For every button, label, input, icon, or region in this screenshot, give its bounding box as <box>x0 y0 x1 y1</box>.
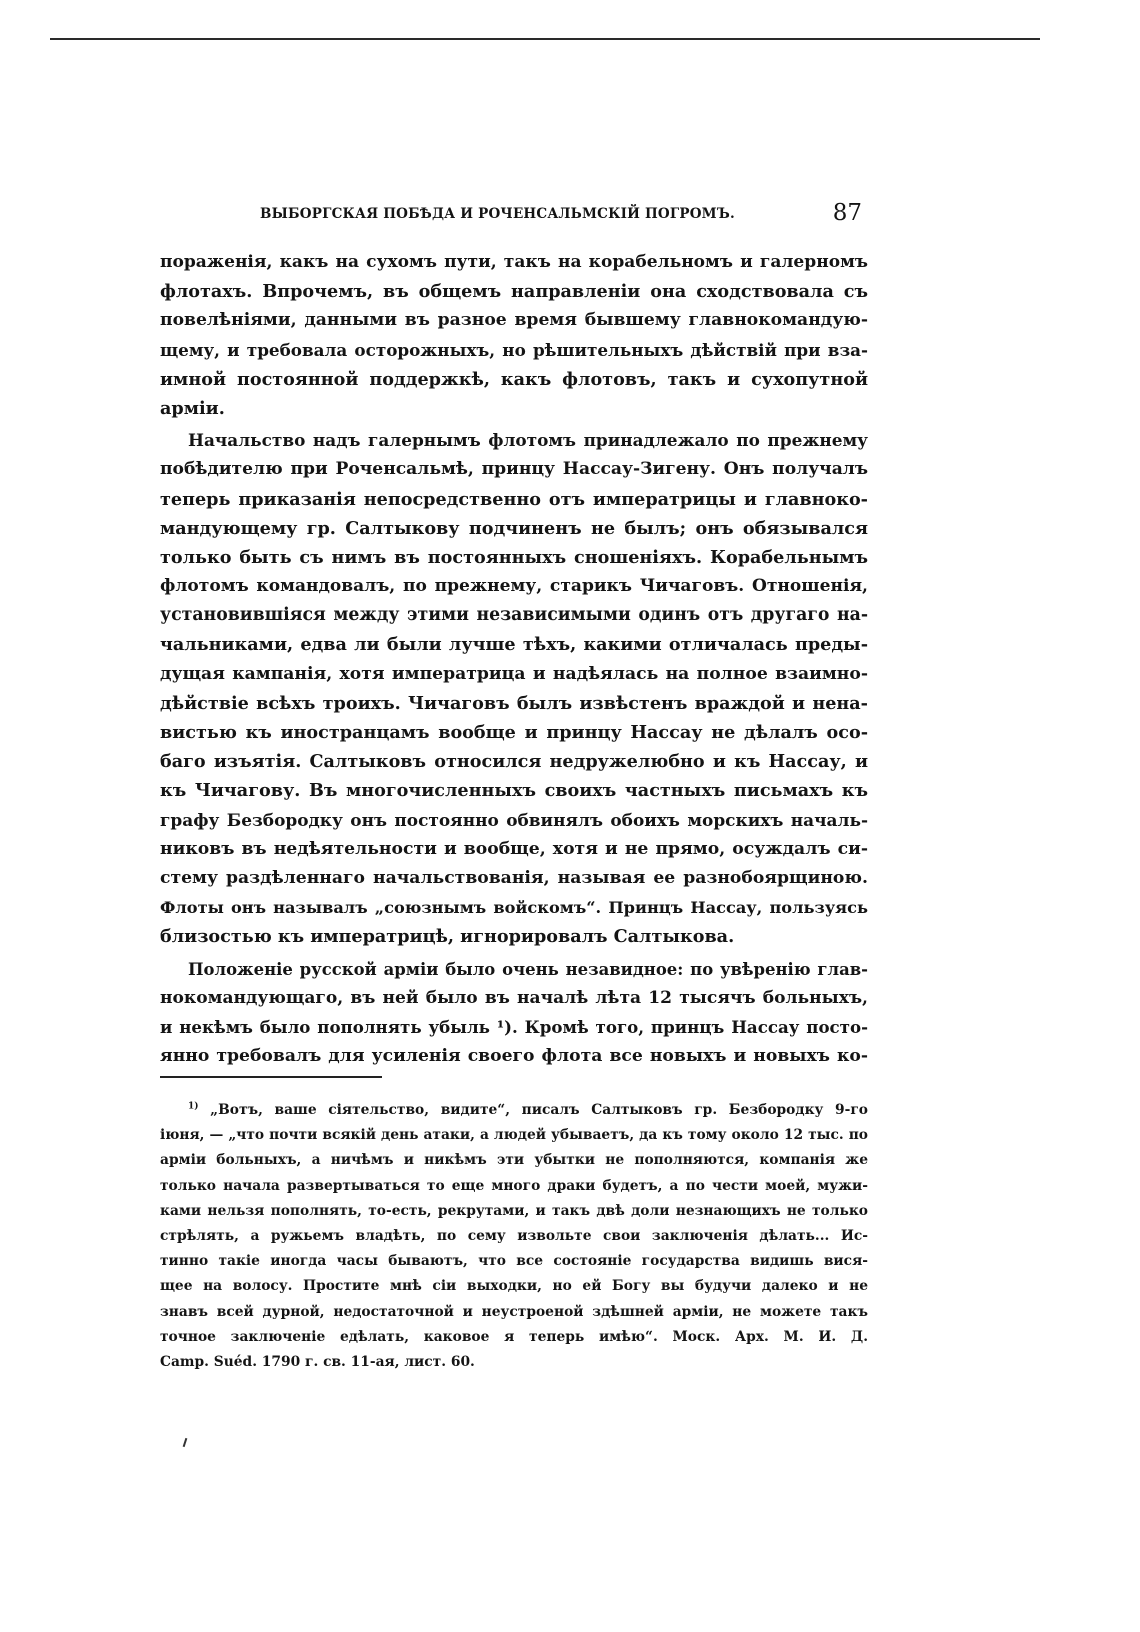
footnote <box>160 1098 868 1375</box>
footnote-line: щее на волосу. Простите мнѣ сіи выходки, но ей Богу вы будучи далеко и не <box>160 1278 868 1295</box>
text-line: нокомандующаго, въ ней было въ началѣ лѣта 12 тысячъ больныхъ, <box>160 987 868 1008</box>
footnote-line: арміи больныхъ, а ничѣмъ и никѣмъ эти убытки не пополняются, компанія же <box>160 1152 868 1169</box>
text-line: чальниками, едва ли были лучше тѣхъ, какими отличалась преды- <box>160 634 868 656</box>
text-line: Начальство надъ галернымъ флотомъ принадлежало по прежнему <box>188 430 868 451</box>
page-number: 87 <box>832 200 862 226</box>
footnote-line: тинно такіе иногда часы бываютъ, что все состояніе государства видишь вися- <box>160 1253 868 1270</box>
footnote-rule <box>160 1076 382 1078</box>
text-line: Положеніе русской арміи было очень незавидное: по увѣренію глав- <box>188 959 868 979</box>
text-line: повелѣніями, данными въ разное время бывшему главнокомандую- <box>160 310 868 331</box>
text-line: пораженія, какъ на сухомъ пути, такъ на корабельномъ и галерномъ <box>160 252 868 272</box>
main-text <box>160 248 868 1071</box>
text-line: щему, и требовала осторожныхъ, но рѣшительныхъ дѣйствій при вза- <box>160 339 868 360</box>
footnote-line: знавъ всей дурной, недостаточной и неустроеной здѣшней арміи, не можете такъ <box>160 1303 868 1320</box>
text-line: близостью къ императрицѣ, игнорировалъ Салтыкова. <box>160 926 735 948</box>
text-line: баго изъятія. Салтыковъ относился недружелюбно и къ Нассау, и <box>160 751 868 773</box>
text-line: теперь приказанія непосредственно отъ императрицы и главноко- <box>160 488 868 510</box>
footnote-line: только начала развертываться то еще много драки будетъ, а по чести моей, мужи- <box>160 1177 868 1194</box>
footnote-line: стрѣлять, а ружьемъ владѣть, по сему извольте свои заключенія дѣлать... Ис- <box>160 1227 868 1244</box>
footnote-line: точное заключеніе едѣлать, каковое я теперь имѣю“. Моск. Арх. М. И. Д. <box>160 1328 868 1345</box>
text-line: арміи. <box>160 397 225 419</box>
text-line: флотахъ. Впрочемъ, въ общемъ направленіи она сходствовала съ <box>160 281 868 303</box>
footnote-line-text: „Вотъ, ваше сіятельство, видите“, писалъ Салтыковъ гр. Безбородку 9-го <box>210 1102 868 1118</box>
scan-speck <box>183 1438 188 1447</box>
text-line: Флоты онъ называлъ „союзнымъ войскомъ“. Принцъ Нассау, пользуясь <box>160 898 868 918</box>
top-rule <box>50 38 1040 40</box>
text-line: графу Безбородку онъ постоянно обвинялъ обоихъ морскихъ началь- <box>160 809 868 830</box>
text-line: никовъ въ недѣятельности и вообще, хотя и не прямо, осуждалъ си- <box>160 838 868 859</box>
footnote-line: ками нельзя пополнять, то-есть, рекрутами, и такъ двѣ доли незнающихъ не только <box>160 1202 868 1219</box>
text-line: побѣдителю при Роченсальмѣ, принцу Нассау-Зигену. Онъ получалъ <box>160 459 868 480</box>
footnote-marker: 1) <box>188 1101 199 1112</box>
text-line: стему раздѣленнаго начальствованія, называя ее разнобоярщиною. <box>160 867 868 888</box>
footnote-line <box>160 1098 868 1123</box>
text-line: имной постоянной поддержкѣ, какъ флотовъ, такъ и сухопутной <box>160 368 868 390</box>
paragraph <box>160 955 868 1072</box>
running-head <box>160 200 868 228</box>
footnote-line: Camp. Suéd. 1790 г. св. 11-ая, лист. 60. <box>160 1353 475 1370</box>
running-title: ВЫБОРГСКАЯ ПОБѢДА И РОЧЕНСАЛЬМСКІЙ ПОГРОМЪ. <box>260 206 735 222</box>
text-line: флотомъ командовалъ, по прежнему, старикъ Чичаговъ. Отношенія, <box>160 576 868 597</box>
text-line: къ Чичагову. Въ многочисленныхъ своихъ частныхъ письмахъ къ <box>160 780 868 802</box>
text-line: и некѣмъ было пополнять убыль ¹). Кромѣ того, принцъ Нассау посто- <box>160 1016 868 1037</box>
text-line: вистью къ иностранцамъ вообще и принцу Нассау не дѣлалъ осо- <box>160 722 868 743</box>
text-line: дѣйствіе всѣхъ троихъ. Чичаговъ былъ извѣстенъ враждой и нена- <box>160 692 868 714</box>
text-line: установившіяся между этими независимыми одинъ отъ другаго на- <box>160 605 868 626</box>
text-line: янно требовалъ для усиленія своего флота все новыхъ и новыхъ ко- <box>160 1046 868 1067</box>
text-line: дущая кампанія, хотя императрица и надѣялась на полное взаимно- <box>160 663 868 684</box>
paragraph <box>160 426 868 951</box>
paragraph <box>160 248 868 423</box>
text-line: мандующему гр. Салтыкову подчиненъ не былъ; онъ обязывался <box>160 517 868 539</box>
footnote-line: іюня, — „что почти всякій день атаки, а людей убываетъ, да къ тому около 12 тыс. по <box>160 1127 868 1144</box>
text-line: только быть съ нимъ въ постоянныхъ сношеніяхъ. Корабельнымъ <box>160 546 868 568</box>
